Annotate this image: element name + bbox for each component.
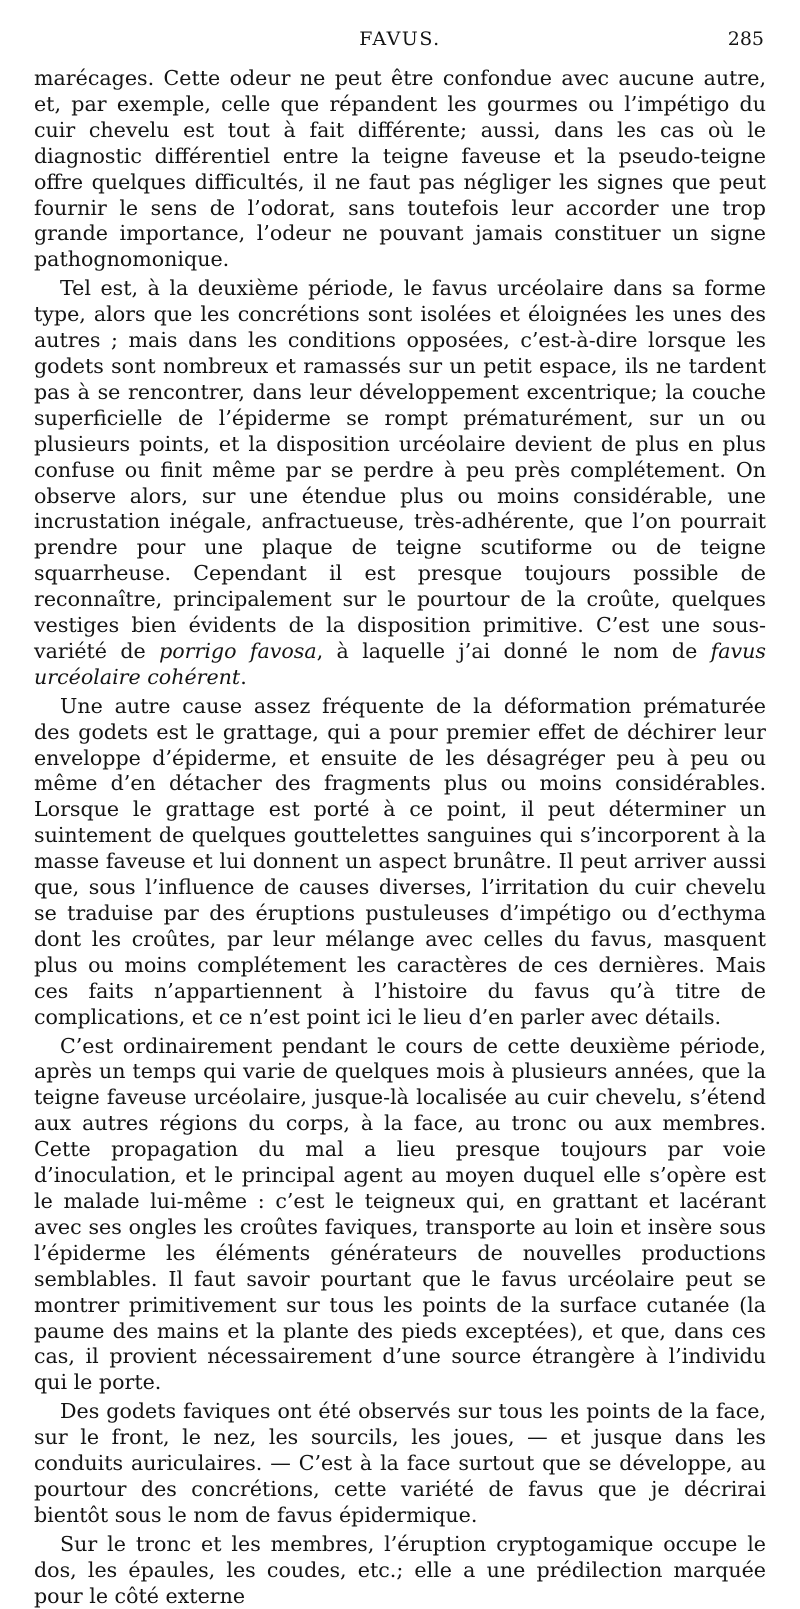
paragraph: [34, 1034, 766, 1397]
paragraph: [34, 694, 766, 1031]
page-header: [34, 28, 766, 60]
text-run: marécages. Cette odeur ne peut être confondue avec aucune autre, et, par exemple, celle que répandent les gourmes ou l’impétigo du cuir chevelu est tout à fait différente; aussi, dans les cas où le diagnostic différentiel entre la teigne faveuse et la pseudo-teigne offre quelques difficultés, il ne faut pas négliger les signes que peut fournir le sens de l’odorat, sans toutefois leur accorder une trop grande importance, l’odeur ne pouvant jamais constituer un signe pathognomonique.: [34, 66, 766, 272]
text-run: , à laquelle j’ai donné le nom de: [316, 638, 711, 663]
body-text: [34, 66, 766, 1609]
italic-term: favus urcéolaire cohérent: [34, 638, 766, 689]
text-run: Une autre cause assez fréquente de la déformation prématurée des godets est le grattage, qui a pour premier effet de déchirer leur enveloppe d’épiderme, et ensuite de les désagréger peu à peu ou même d’en détacher des fragments plus ou moins considérables. Lorsque le grattage est porté à ce point, il peut déterminer un suintement de quelques gouttelettes sanguines qui s’incorporent à la masse faveuse et lui donnent un aspect brunâtre. Il peut arriver aussi que, sous l’influence de causes diverses, l’irritation du cuir chevelu se traduise par des éruptions pustuleuses d’impétigo ou d’ecthyma dont les croûtes, par leur mélange avec celles du favus, masquent plus ou moins complétement les caractères de ces dernières. Mais ces faits n’appartiennent à l’histoire du favus qu’à titre de complications, et ce n’est point ici le lieu d’en parler avec détails.: [34, 693, 766, 1029]
text-run: .: [240, 664, 247, 689]
page-number: 285: [727, 28, 764, 50]
text-run: C’est ordinairement pendant le cours de cette deuxième période, après un temps qui varie de quelques mois à plusieurs années, que la teigne faveuse urcéolaire, jusque-là localisée au cuir chevelu, s’étend aux autres régions du corps, à la face, au tronc ou aux membres. Cette propagation du mal a lieu presque toujours par voie d’inoculation, et le principal agent au moyen duquel elle s’opère est le malade lui-même : c’est le teigneux qui, en grattant et lacérant avec ses ongles les croûtes faviques, transporte au loin et insère sous l’épiderme les éléments générateurs de nouvelles productions semblables. Il faut savoir pourtant que le favus urcéolaire peut se montrer primitivement sur tous les points de la surface cutanée (la paume des mains et la plante des pieds exceptées), et que, dans ces cas, il provient nécessairement d’une source étrangère à l’individu qui le porte.: [34, 1033, 766, 1395]
paragraph: [34, 276, 766, 691]
paragraph: [34, 1399, 766, 1529]
running-title: FAVUS.: [359, 28, 441, 50]
text-run: Tel est, à la deuxième période, le favus urcéolaire dans sa forme type, alors que les concrétions sont isolées et éloignées les unes des autres ; mais dans les conditions opposées, c’est-à-dire lorsque les godets sont nombreux et ramassés sur un petit espace, ils ne tardent pas à se rencontrer, dans leur développement excentrique; la couche superficielle de l’épiderme se rompt prématurément, sur un ou plusieurs points, et la disposition urcéolaire devient de plus en plus confuse ou finit même par se perdre à peu près complétement. On observe alors, sur une étendue plus ou moins considérable, une incrustation inégale, anfractueuse, très-adhérente, que l’on pourrait prendre pour une plaque de teigne scutiforme ou de teigne squarrheuse. Cependant il est presque toujours possible de reconnaître, principalement sur le pourtour de la croûte, quelques vestiges bien évidents de la disposition primitive. C’est une sous-variété de: [34, 276, 766, 663]
text-run: Sur le tronc et les membres, l’éruption cryptogamique occupe le dos, les épaules, les coudes, etc.; elle a une prédilection marquée pour le côté externe: [34, 1531, 766, 1608]
text-run: Des godets faviques ont été observés sur tous les points de la face, sur le front, le nez, les sourcils, les joues, — et jusque dans les conduits auriculaires. — C’est à la face surtout que se développe, au pourtour des concrétions, cette variété de favus que je décrirai bientôt sous le nom de favus épidermique.: [34, 1399, 766, 1527]
paragraph: [34, 66, 766, 273]
paragraph: [34, 1532, 766, 1609]
italic-term: porrigo favosa: [159, 638, 317, 663]
